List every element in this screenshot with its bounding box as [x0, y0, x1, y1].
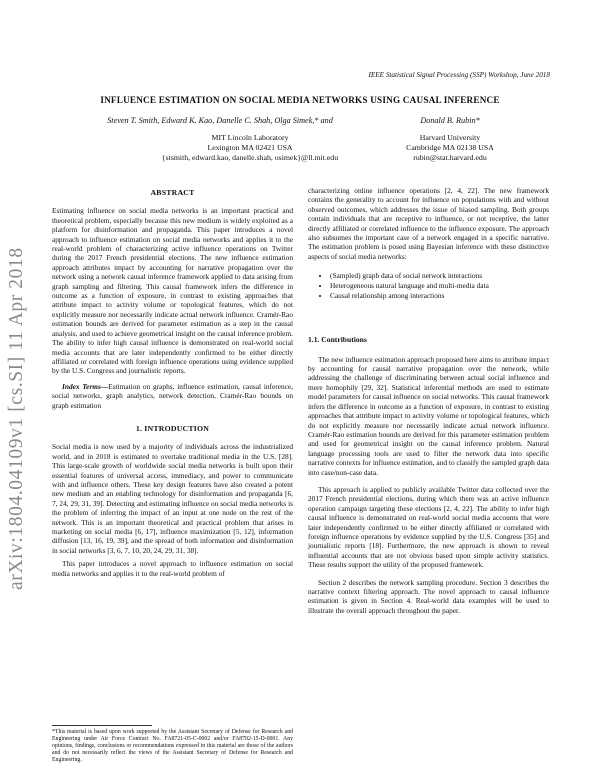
list-item: • (Sampled) graph data of social network interactions [330, 271, 549, 281]
authors-right: Donald B. Rubin* [420, 116, 480, 125]
affiliation-left-email: {stsmith, edward.kao, danelle.shah, osimek}@ll.mit.edu [161, 153, 339, 162]
footnote: *This material is based upon work supported by the Assistant Secretary of Defense for Research and Engineering under Air Force Contract No. FA8721-05-C-0002 and/or FA8702-15-D-0001. Any opinions, findings, conclusions or recommendations expressed in this material are those of the authors and do not necessarily reflect the views of the Assistant Secretary of Defense for Research and Engineering. [52, 729, 293, 764]
contributions-paragraph-2: This approach is applied to publicly available Twitter data collected over the 2017 French presidential elections, during which there was an active influence operation campaign targeting these elections [2, 4, 22]. The ability to infer high causal influence is demonstrated on real-world social media accounts that were later independently confirmed to be either directly affiliated or correlated with foreign influence operations by evidence supplied by the U.S. Congress [35] and journalistic reports [18]. Furthermore, the new approach is shown to reveal influential accounts that are not obvious based upon simple activity statistics. These results support the utility of the proposed framework. [308, 484, 549, 570]
affiliation-right-institution: Harvard University [419, 133, 481, 142]
left-column [52, 188, 293, 578]
intro-paragraph-2: This paper introduces a novel approach to influence estimation on social media networks and applies it to the real-world problem of [52, 559, 293, 578]
intro-paragraph-1: Social media is now used by a majority of individuals across the industrialized world, and in 2018 is estimated to overtake traditional media in the U.S. [28]. This large-scale growth of worldwide social media networks is built upon their essential features of universal access, immediacy, and power to communicate with and influence others. These key design features have also created a potent new medium and an enabling technology for disinformation and propaganda [6, 7, 24, 29, 31, 39]. Detecting and estimating influence on social media networks is the problem of inferring the impact of an input at one node on the rest of the network. This is an important theoretical and practical problem that arises in marketing on social media [6, 17], influence maximization [5, 12], information diffusion [13, 16, 19, 39], and the spread of both information and disinformation in social networks [3, 6, 7, 10, 20, 24, 29, 31, 38]. [52, 442, 293, 555]
right-column [308, 186, 549, 615]
list-item: • Heterogeneous natural language and multi-media data [330, 281, 549, 291]
paper-title: INFLUENCE ESTIMATION ON SOCIAL MEDIA NETWORKS USING CAUSAL INFERENCE [100, 95, 500, 105]
contributions-paragraph-1: The new influence estimation approach proposed here aims to attribute impact by accounting for causal narrative propagation over the network, while addressing the challenge of discriminating between actual social influence and mere homophily [29, 32]. Statistical inferential methods are used to estimate model parameters for causal influence on social networks. This causal framework infers the difference in outcome as a function of exposure, in contrast to existing approaches that attribute impact to activity volume or topological features, which do not explicitly measure nor necessarily indicate actual network influence. Cramér-Rao estimation bounds are derived for this parameter estimation problem and used for geometrical insight on the causal inference problem. Natural language processing tools are used to filter the network data into specific narrative contexts for influence estimation, and to classify the sampled graph data into case/non-case data. [308, 354, 549, 477]
abstract-text: Estimating influence on social media networks is an important practical and theoretical problem, especially because this new medium is widely exploited as a platform for disinformation and propaganda. This paper introduces a novel approach to influence estimation on social media networks and applies it to the real-world problem of characterizing active influence operations on Twitter during the 2017 French presidential elections. The new influence estimation approach attributes impact by accounting for narrative propagation over the network using a network causal inference framework applied to data arising from graph sampling and filtering. This causal framework infers the difference in outcome as a function of exposure, in contrast to existing approaches that attribute impact to activity volume or topological features, which do not explicitly measure nor necessarily indicate actual network influence. Cramér-Rao estimation bounds are derived for parameter estimation as a step in the causal analysis, and used to achieve geometrical insight on the causal inference problem. The ability to infer high causal influence is demonstrated on real-world social media accounts that are later independently confirmed to be either directly affiliated or correlated with foreign influence operations using evidence supplied by the U.S. Congress and journalistic reports. [52, 206, 293, 376]
authors-left: Steven T. Smith, Edward K. Kao, Danelle C. Shah, Olga Simek,* and [107, 116, 333, 125]
list-item: • Causal relationship among interactions [330, 291, 549, 301]
abstract-heading: ABSTRACT [150, 188, 195, 197]
index-terms-text: Estimation on graphs, influence estimation, causal inference, social networks, graph analytics, network detection, Cramér-Rao bounds on graph estimation [52, 381, 293, 410]
aspects-list [308, 271, 549, 301]
affiliation-left [80, 133, 420, 163]
affiliation-right-address: Cambridge MA 02138 USA [406, 143, 494, 152]
footnote-rule [52, 725, 152, 726]
contributions-paragraph-3: Section 2 describes the network sampling procedure. Section 3 describes the narrative context filtering approach. The novel approach to causal influence estimation is given in Section 4. Real-world data examples will be used to illustrate the overall approach throughout the paper. [308, 577, 549, 615]
contributions-heading: 1.1. Contributions [308, 335, 367, 345]
right-paragraph-1: characterizing online influence operations [2, 4, 22]. The new framework contains the generality to account for influence on populations with and without observed outcomes, which addresses the issue of biased sampling. Both groups contain individuals that are receptive to influence, or not receptive, the latter directly affiliated or correlated influence to the influence exposure. The approach also subsumes the important case of a network engaged in a specific narrative. The estimation problem is posed using Bayesian inference with these distinctive aspects of social media networks: [308, 186, 549, 261]
affiliation-left-institution: MIT Lincoln Laboratory [211, 133, 289, 142]
affiliation-right [370, 133, 530, 163]
index-terms-label: Index Terms— [62, 381, 109, 391]
affiliation-right-email: rubin@stat.harvard.edu [413, 153, 487, 162]
venue-header: IEEE Statistical Signal Processing (SSP) Workshop, June 2018 [368, 71, 550, 79]
arxiv-identifier[interactable]: arXiv:1804.04109v1 [cs.SI] 11 Apr 2018 [6, 247, 27, 590]
index-terms [52, 382, 293, 410]
introduction-heading: 1. INTRODUCTION [135, 423, 210, 433]
affiliation-left-address: Lexington MA 02421 USA [207, 143, 293, 152]
